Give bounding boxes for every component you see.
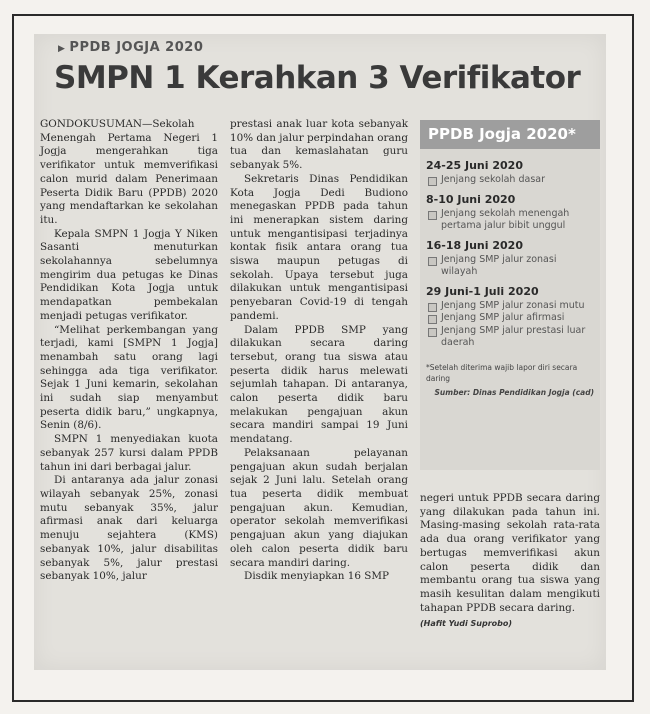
checkbox-icon — [428, 328, 437, 337]
paragraph: Sekretaris Dinas Pendidikan Kota Jogja Dedi Budiono menegaskan PPDB pada tahun ini menerapkan sistem daring untuk mengantisipasi terjadinya kontak fisik antara orang tua siswa maupun petugas di sekolah. Upaya tersebut juga dilakukan untuk mengantisipasi penyebaran Covid-19 di tengah pandemi. — [230, 172, 408, 322]
schedule-item — [428, 312, 594, 325]
paragraph: Kepala SMPN 1 Jogja Y Niken Sasanti menuturkan sekolahannya sebelumnya mengirim dua petugas ke Dinas Pendidikan Kota Jogja untuk mendapatkan pembekalan menjadi petugas verifikator. — [40, 227, 218, 322]
newspaper-clipping — [34, 34, 606, 670]
schedule-item-label: Jenjang SMP jalur zonasi mutu — [441, 299, 585, 311]
article-column-1 — [40, 118, 218, 584]
paragraph: Di antaranya ada jalur zonasi wilayah sebanyak 25%, zonasi mutu sebanyak 35%, jalur afirmasi anak dari keluarga menuju sejahtera (KMS) sebanyak 10%, jalur disabilitas sebanyak 5%, jalur prestasi sebanyak 10%, jalur — [40, 474, 218, 583]
paragraph: “Melihat perkembangan yang terjadi, kami [SMPN 1 Jogja] menambah satu orang lagi sehingga ada tiga verifikator. Sejak 1 Juni kemarin, sekolahan ini sudah siap menyambut peserta didik baru,” ungkapnya, Senin (8/6). — [40, 323, 218, 432]
schedule-date: 8-10 Juni 2020 — [426, 192, 516, 206]
section-rubric — [58, 40, 203, 55]
schedule-item-label: Jenjang SMP jalur prestasi luar daerah — [441, 324, 586, 348]
schedule-sidebar — [420, 120, 600, 470]
triangle-bullet-icon: ▶ — [58, 44, 66, 54]
checkbox-icon — [428, 211, 437, 220]
paragraph: Disdik menyiapkan 16 SMP — [244, 570, 390, 583]
checkbox-icon — [428, 257, 437, 266]
schedule-item — [428, 300, 594, 313]
checkbox-icon — [428, 303, 437, 312]
schedule-item-label: Jenjang sekolah dasar — [441, 174, 545, 185]
schedule-item — [428, 254, 594, 279]
schedule-date: 29 Juni-1 Juli 2020 — [426, 284, 539, 298]
byline: (Hafit Yudi Suprobo) — [420, 619, 513, 629]
schedule-item-label: Jenjang SMP jalur afirmasi — [441, 312, 565, 323]
schedule-item — [428, 325, 594, 350]
paragraph: SMPN 1 menyediakan kuota sebanyak 257 kursi dalam PPDB tahun ini dari berbagai jalur. — [40, 433, 218, 473]
paragraph: prestasi anak luar kota sebanyak 10% dan jalur perpindahan orang tua dan kemaslahatan guru sebanyak 5%. — [230, 118, 408, 172]
paragraph: GONDOKUSUMAN—Sekolah Menengah Pertama Negeri 1 Jogja mengerahkan tiga verifikator untuk memverifikasi calon murid dalam Penerimaan Peserta Didik Baru (PPDB) 2020 yang mendaftarkan ke sekolahan itu. — [40, 118, 218, 226]
sidebar-title: PPDB Jogja 2020* — [420, 120, 600, 149]
rubric-label: PPDB JOGJA 2020 — [69, 40, 204, 55]
schedule-item — [428, 174, 594, 187]
schedule-item-label: Jenjang sekolah menengah pertama jalur bibit unggul — [441, 207, 570, 231]
sidebar-source: Sumber: Dinas Pendidikan Jogja (cad) — [434, 387, 594, 397]
article-column-2 — [230, 118, 408, 584]
headline: SMPN 1 Kerahkan 3 Verifikator — [54, 60, 581, 96]
checkbox-icon — [428, 315, 437, 324]
schedule-item — [428, 208, 594, 233]
article-column-3 — [420, 492, 600, 631]
paragraph: Dalam PPDB SMP yang dilakukan secara daring tersebut, orang tua siswa atau peserta didik harus melewati sejumlah tahapan. Di antaranya, calon peserta didik baru melakukan pengajuan akun secara mandiri sampai 19 Juni mendatang. — [230, 323, 408, 446]
schedule-date: 16-18 Juni 2020 — [426, 238, 523, 252]
sidebar-body — [420, 149, 600, 397]
checkbox-icon — [428, 177, 437, 186]
paragraph: negeri untuk PPDB secara daring yang dilakukan pada tahun ini. Masing-masing sekolah rata-rata ada dua orang verifikator yang bertugas memverifikasi akun calon peserta didik dan membantu orang tua siswa yang masih kesulitan dalam mengikuti tahapan PPDB secara daring. — [420, 492, 600, 614]
sidebar-footnote: *Setelah diterima wajib lapor diri secara daring — [426, 362, 578, 383]
schedule-item-label: Jenjang SMP jalur zonasi wilayah — [441, 253, 557, 277]
schedule-date: 24-25 Juni 2020 — [426, 159, 523, 172]
paragraph: Pelaksanaan pelayanan pengajuan akun sudah berjalan sejak 2 Juni lalu. Setelah orang tua peserta didik membuat pengajuan akun. Kemudian, operator sekolah memverifikasi pengajuan akun yang diajukan oleh calon peserta didik baru secara mandiri daring. — [230, 446, 408, 569]
